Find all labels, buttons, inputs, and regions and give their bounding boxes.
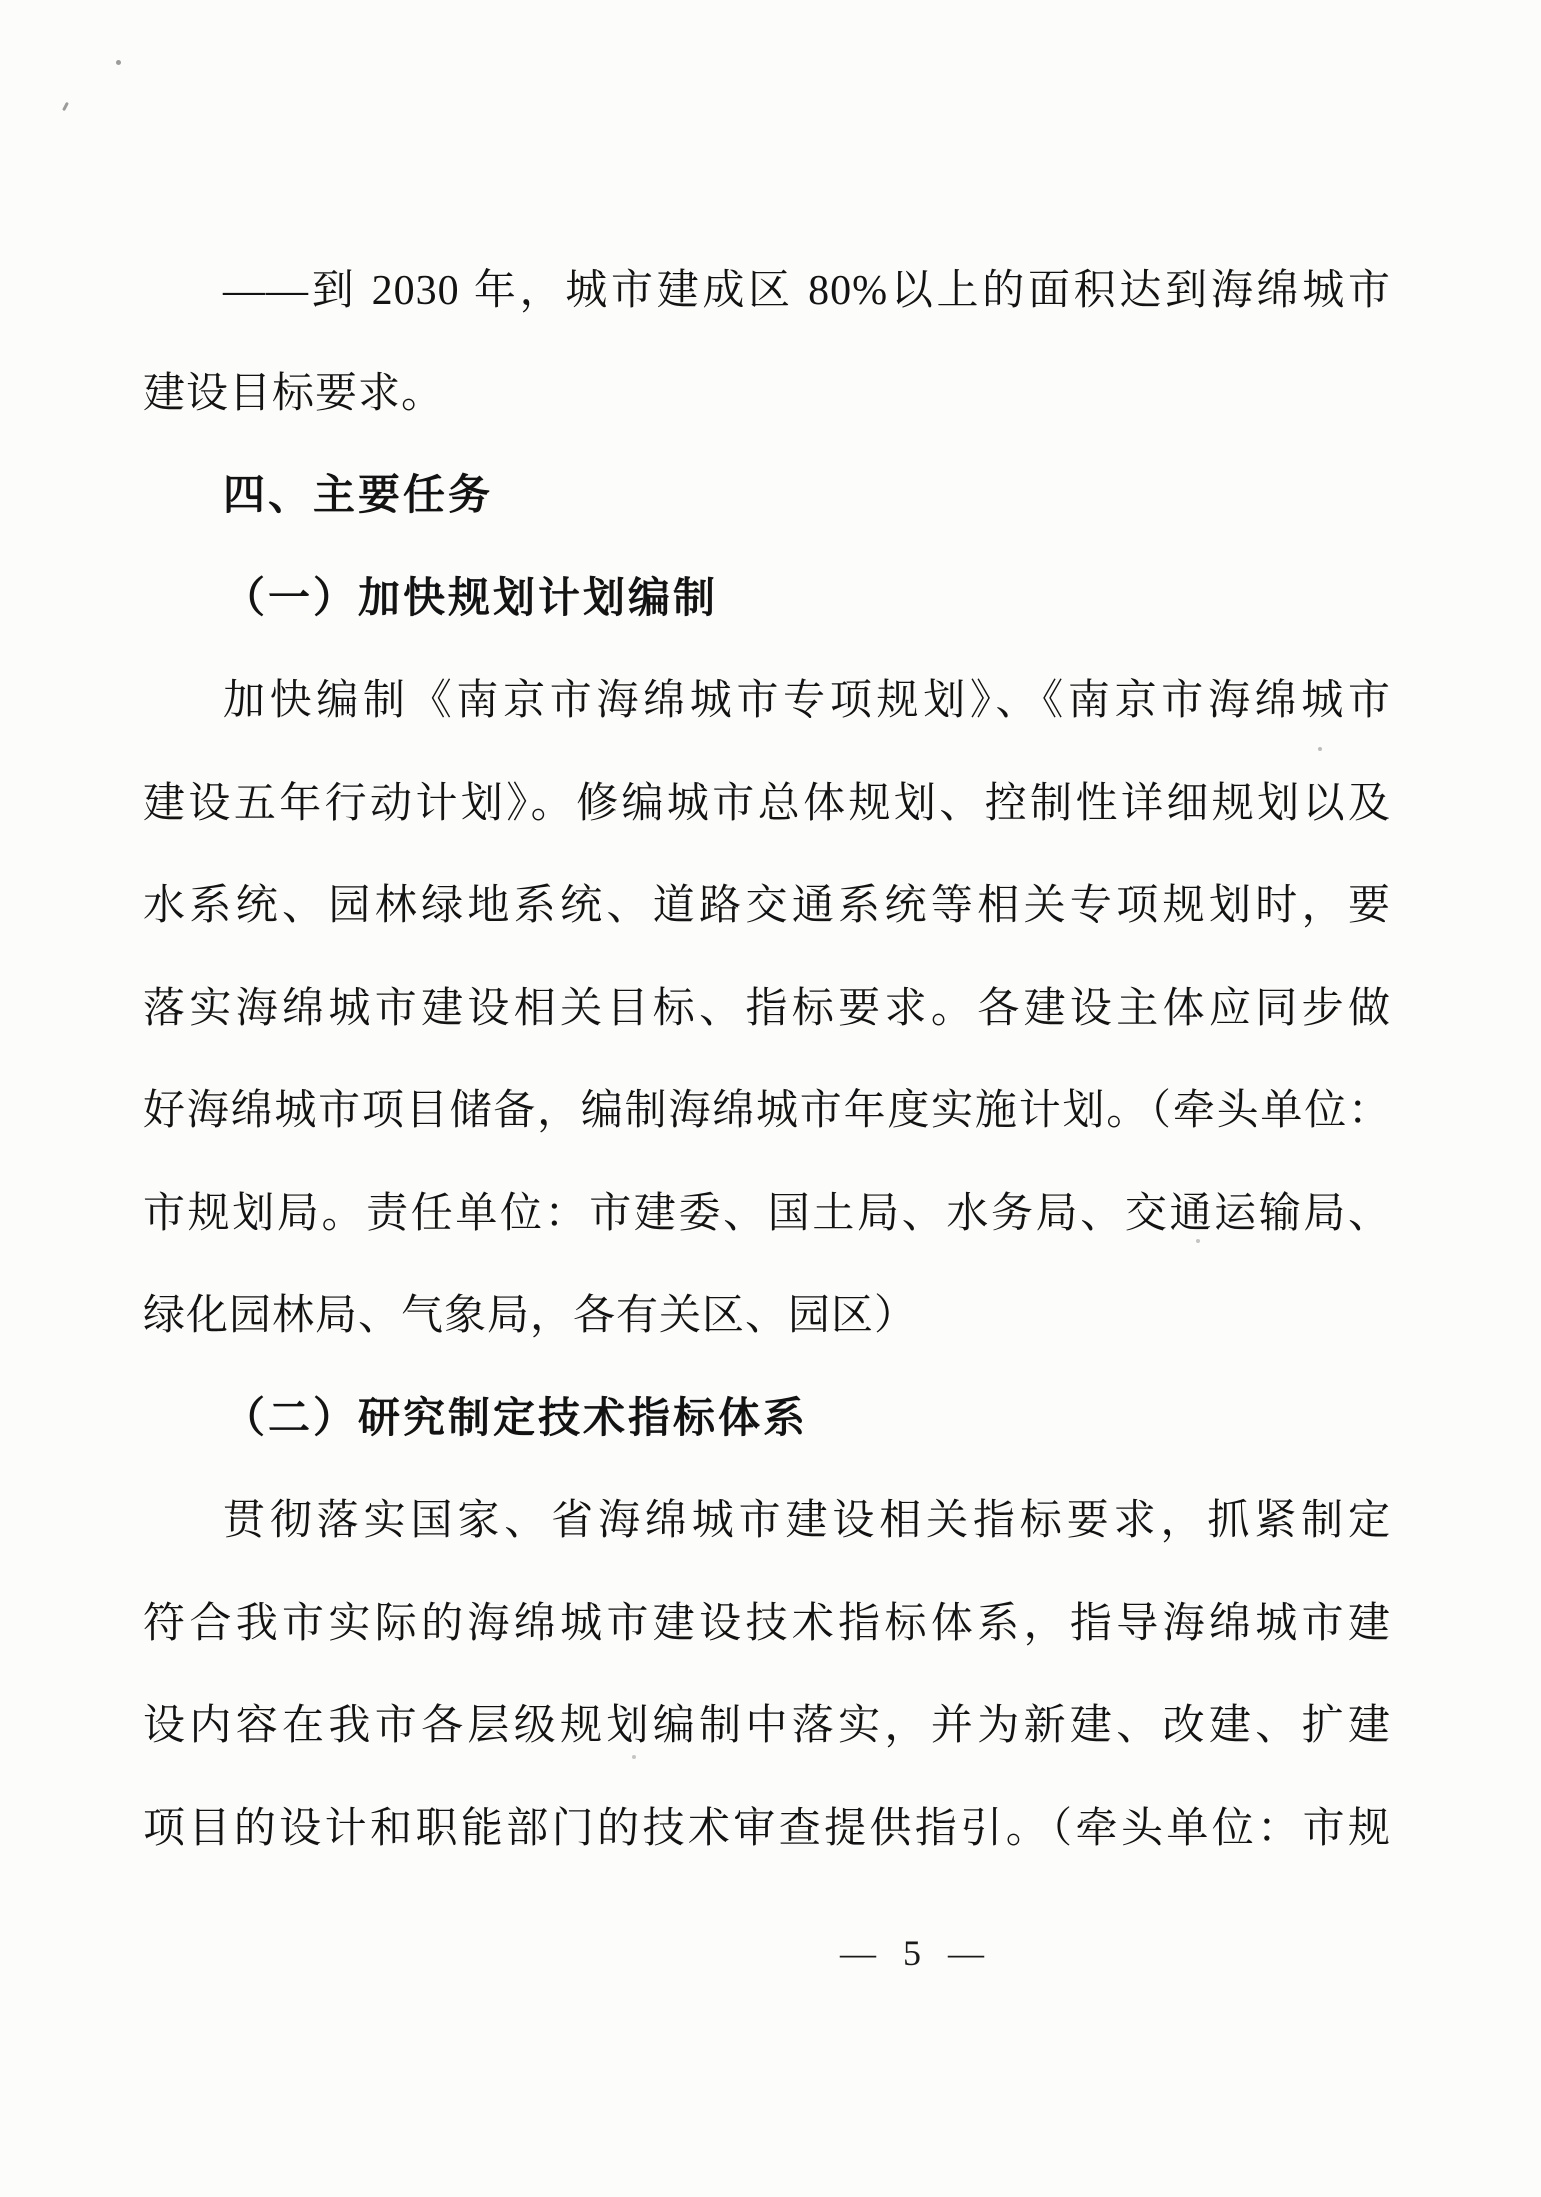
doc-line-indicator-4: 项目的设计和职能部门的技术审查提供指引。（牵头单位：市规 xyxy=(143,1805,1391,1852)
doc-line-plan-4: 落实海绵城市建设相关目标、指标要求。各建设主体应同步做 xyxy=(143,985,1391,1032)
heading-task-1: （一）加快规划计划编制 xyxy=(223,575,719,622)
doc-line-goal-2030-cont: 建设目标要求。 xyxy=(143,370,445,417)
heading-section-4: 四、主要任务 xyxy=(223,473,494,519)
doc-line-goal-2030: ——到 2030 年，城市建成区 80%以上的面积达到海绵城市 xyxy=(223,268,1391,314)
page-number: — 5 — xyxy=(840,1933,988,1973)
scan-speckle xyxy=(62,102,69,111)
body-text xyxy=(143,240,1391,1880)
doc-line-indicator-1: 贯彻落实国家、省海绵城市建设相关指标要求，抓紧制定 xyxy=(223,1498,1391,1544)
doc-line-plan-3: 水系统、园林绿地系统、道路交通系统等相关专项规划时，要 xyxy=(143,883,1391,929)
doc-line-plan-1: 加快编制《南京市海绵城市专项规划》、《南京市海绵城市 xyxy=(223,678,1391,724)
doc-line-plan-6: 市规划局。责任单位：市建委、国土局、水务局、交通运输局、 xyxy=(143,1190,1391,1237)
doc-line-plan-2: 建设五年行动计划》。修编城市总体规划、控制性详细规划以及 xyxy=(143,780,1391,827)
doc-line-indicator-3: 设内容在我市各层级规划编制中落实，并为新建、改建、扩建 xyxy=(143,1703,1391,1749)
doc-line-indicator-2: 符合我市实际的海绵城市建设技术指标体系，指导海绵城市建 xyxy=(143,1600,1391,1647)
heading-task-2: （二）研究制定技术指标体系 xyxy=(223,1395,809,1442)
doc-line-plan-7: 绿化园林局、气象局，各有关区、园区） xyxy=(143,1293,918,1339)
doc-line-plan-5: 好海绵城市项目储备，编制海绵城市年度实施计划。（牵头单位： xyxy=(143,1088,1391,1134)
scan-speckle xyxy=(116,60,121,65)
